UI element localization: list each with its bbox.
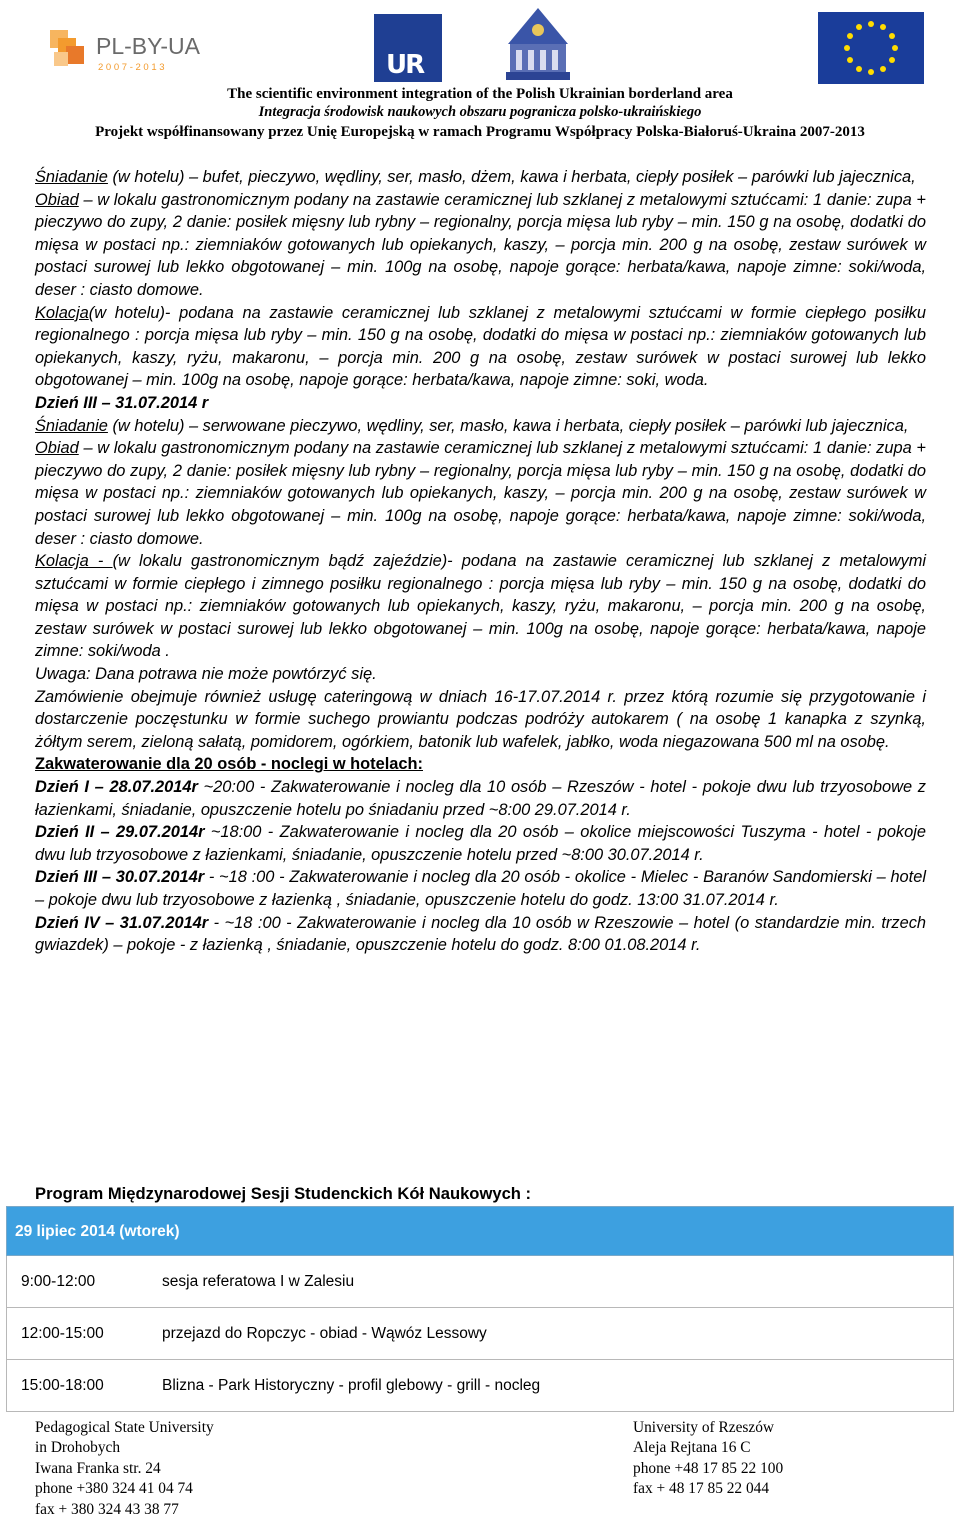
day2-label: Dzień II – 29.07.2014r (35, 823, 205, 842)
schedule-description: Blizna - Park Historyczny - profil glebowy - grill - nocleg (162, 1377, 541, 1394)
breakfast-text: (w hotelu) – bufet, pieczywo, wędliny, ser, masło, dżem, kawa i herbata, ciepły posiłek – parówki lub jajecznica, (107, 168, 916, 186)
schedule-table (6, 1206, 954, 1412)
day3-label: Dzień III – 30.07.2014r (35, 868, 205, 887)
dinner-text: (w hotelu)- podana na zastawie ceramicznej lub szklanej z metalowymi sztućcami w formie ciepłego posiłku regionalnego : porcja mięsa lub ryby – min. 150 g na osobę, dodatki do mięsa w postaci np.: ziemniaków gotowanych lub opiekanych, kaszy, ryżu, makaronu, – porcja min. 200 g na osobę, zestaw surówek w postaci surowej lub lekko obgotowanej – min. 100g na osobę, napoje gorące: herbata/kawa, napoje zimne: soki, woda. (35, 303, 926, 390)
breakfast-label: Śniadanie (35, 168, 108, 186)
pl-by-ua-logo (50, 24, 210, 76)
dinner-paragraph-day3 (35, 550, 926, 663)
accommodation-day4 (35, 912, 926, 957)
schedule-description: przejazd do Ropczyc - obiad - Wąwóz Lessowy (162, 1325, 487, 1342)
footer-line: Iwana Franka str. 24 (35, 1459, 161, 1477)
program-title: Program Międzynarodowej Sesji Studenckich Kół Naukowych : (35, 1184, 532, 1203)
footer-line: in Drohobych (35, 1439, 121, 1457)
university-rzeszow-logo (374, 14, 442, 82)
breakfast-paragraph (35, 166, 926, 189)
lunch-paragraph-day3 (35, 437, 926, 550)
note-text: Uwaga: Dana potrawa nie może powtórzyć się. (35, 665, 377, 684)
schedule-description: sesja referatowa I w Zalesiu (162, 1273, 355, 1290)
day3-heading: Dzień III – 31.07.2014 r (35, 393, 209, 412)
dinner-label: Kolacja (35, 303, 89, 322)
day2-text: Zakwaterowanie i nocleg dla 20 osób – okolice miejscowości Tuszyma - hotel - pokoje dwu lub trzyosobowe z łazienkami, śniadanie, opuszczenie hotelu przed ~8:00 30.07.2014 r. (35, 823, 926, 864)
logo-years: 2 0 0 7 - 2 0 1 3 (98, 62, 165, 73)
footer-line: phone +48 17 85 22 100 (633, 1459, 784, 1477)
header-funding-note: Projekt współfinansowany przez Unię Europejską w ramach Programu Współpracy Polska-Białoruś-Ukraina 2007-2013 (95, 124, 865, 140)
footer-line: phone +380 324 41 04 74 (35, 1480, 193, 1498)
day1-text: Zakwaterowanie i nocleg dla 10 osób – Rzeszów - hotel - pokoje dwu lub trzyosobowe z łazienkami, śniadanie, opuszczenie hotelu po śniadaniu przed ~8:00 29.07.2014 r. (35, 778, 926, 819)
schedule-day-label: 29 lipiec 2014 (wtorek) (15, 1223, 180, 1240)
page-header (0, 0, 960, 150)
breakfast-label-day3: Śniadanie (35, 416, 108, 435)
footer-line: fax + 380 324 43 38 77 (35, 1500, 179, 1518)
accommodation-day1 (35, 776, 926, 821)
table-row (6, 1308, 954, 1360)
accommodation-day2 (35, 821, 926, 866)
lunch-text-day3: – w lokalu gastronomicznym podany na zastawie ceramicznej lub szklanej z metalowymi sztućcami: 1 danie: zupa + pieczywo do zupy, 2 danie: posiłek mięsny lub rybny – regionalny, porcja mięsa lub ryby – min. 150 g na osobę, dodatki do mięsa w postaci np.: ziemniaków gotowanych lub opiekanych, kaszy, – porcja min. 200 g na osobę, zestaw surówek w postaci surowej lub lekko obgotowanej – min. 100g na osobę, napoje gorące: herbata/kawa, napoje zimne: soki/woda, deser : ciasto domowe. (35, 439, 926, 548)
lunch-label: Obiad (35, 190, 79, 209)
table-row (6, 1360, 954, 1412)
logo-text: PL-BY-UA (96, 33, 200, 59)
lunch-text: – w lokalu gastronomicznym podany na zastawie ceramicznej lub szklanej z metalowymi sztućcami: 1 danie: zupa + pieczywo do zupy, 2 danie: posiłek mięsny lub rybny – regionalny, porcja mięsa lub ryby – min. 150 g na osobę, dodatki do mięsa w postaci np.: ziemniaków gotowanych lub opiekanych, kaszy, – porcja min. 200 g na osobę, zestaw surówek w postaci surowej lub lekko obgotowanej – min. 100g na osobę, napoje gorące: herbata/kawa, napoje zimne: soki/woda, deser : ciasto domowe. (35, 190, 926, 299)
catering-paragraph: Zamówienie obejmuje również usługę cateringową w dniach 16-17.07.2014 r. przez którą rozumie się przygotowanie i dostarczenie poczęstunku w formie suchego prowiantu podczas podróży autokarem ( na osobę 1 kanapka z szynką, żółtym serem, zieloną sałatą, pomidorem, ogórkiem, batonik lub wafelek, jabłko, woda niegazowana 500 ml na osobę. (35, 687, 926, 751)
day1-label: Dzień I – 28.07.2014r (35, 778, 198, 797)
footer-line: University of Rzeszów (633, 1419, 775, 1436)
footer-line: Aleja Rejtana 16 C (633, 1439, 751, 1457)
header-title-en: The scientific environment integration of the Polish Ukrainian borderland area (227, 86, 733, 102)
document-body (35, 166, 926, 957)
accommodation-heading: Zakwaterowanie dla 20 osób - noclegi w hotelach: (35, 755, 423, 774)
lunch-label-day3: Obiad (35, 439, 79, 458)
schedule-time: 15:00-18:00 (21, 1377, 104, 1394)
footer-rzeszow-contact (633, 1418, 783, 1500)
schedule-day-header (6, 1206, 954, 1256)
ur-logo-text: UR (386, 50, 424, 80)
dinner-label-day3: Kolacja - (35, 552, 113, 571)
day2-time: ~18:00 - (204, 823, 280, 842)
accommodation-day3 (35, 866, 926, 911)
day4-label: Dzień IV – 31.07.2014r (35, 913, 209, 932)
breakfast-text-day3: (w hotelu) – serwowane pieczywo, wędliny, ser, masło, kawa i herbata, ciepły posiłek – parówki lub jajecznica, (107, 416, 909, 435)
dinner-text-day3: (w lokalu gastronomicznym bądź zajeździe)- podana na zastawie ceramicznej lub szklanej z metalowymi sztućcami w formie ciepłego i zimnego posiłku regionalnego : porcja mięsa lub ryby – min. 150 g na osobę, dodatki do mięsa w postaci np.: ziemniaków gotowanych lub opiekanych, kaszy, ryżu, makaronu, – porcja min. 200 g na osobę, zestaw surówek w postaci surowej lub lekko obgotowanej – min. 100g na osobę, napoje gorące: herbata/kawa, napoje zimne: soki/woda . (35, 552, 926, 661)
breakfast-paragraph-day3 (35, 415, 926, 438)
schedule-time: 9:00-12:00 (21, 1273, 96, 1290)
footer-line: Pedagogical State University (35, 1419, 214, 1436)
eu-flag-icon (818, 12, 924, 84)
lunch-paragraph (35, 189, 926, 302)
day3-text: - ~18 :00 - Zakwaterowanie i nocleg dla 20 osób - okolice - Mielec - Baranów Sandomierski – hotel – pokoje dwu lub trzyosobowe z łazienką , śniadanie, opuszczenie hotelu do godz. 13:00 31.07.2014 r. (35, 868, 926, 909)
schedule-time: 12:00-15:00 (21, 1325, 104, 1342)
footer-line: fax + 48 17 85 22 044 (633, 1480, 770, 1498)
drohobych-university-emblem (502, 4, 574, 84)
table-row (6, 1256, 954, 1308)
dinner-paragraph (35, 302, 926, 392)
day1-time: ~20:00 - (197, 778, 272, 797)
footer-drohobych-contact (35, 1418, 214, 1520)
header-title-pl: Integracja środowisk naukowych obszaru pogranicza polsko-ukraińskiego (258, 104, 702, 120)
day4-text: - ~18 :00 - Zakwaterowanie i nocleg dla 10 osób w Rzeszowie – hotel (o standardzie min. trzech gwiazdek) – pokoje - z łazienką , śniadanie, opuszczenie hotelu do godz. 8:00 01.08.2014 r. (35, 913, 927, 955)
